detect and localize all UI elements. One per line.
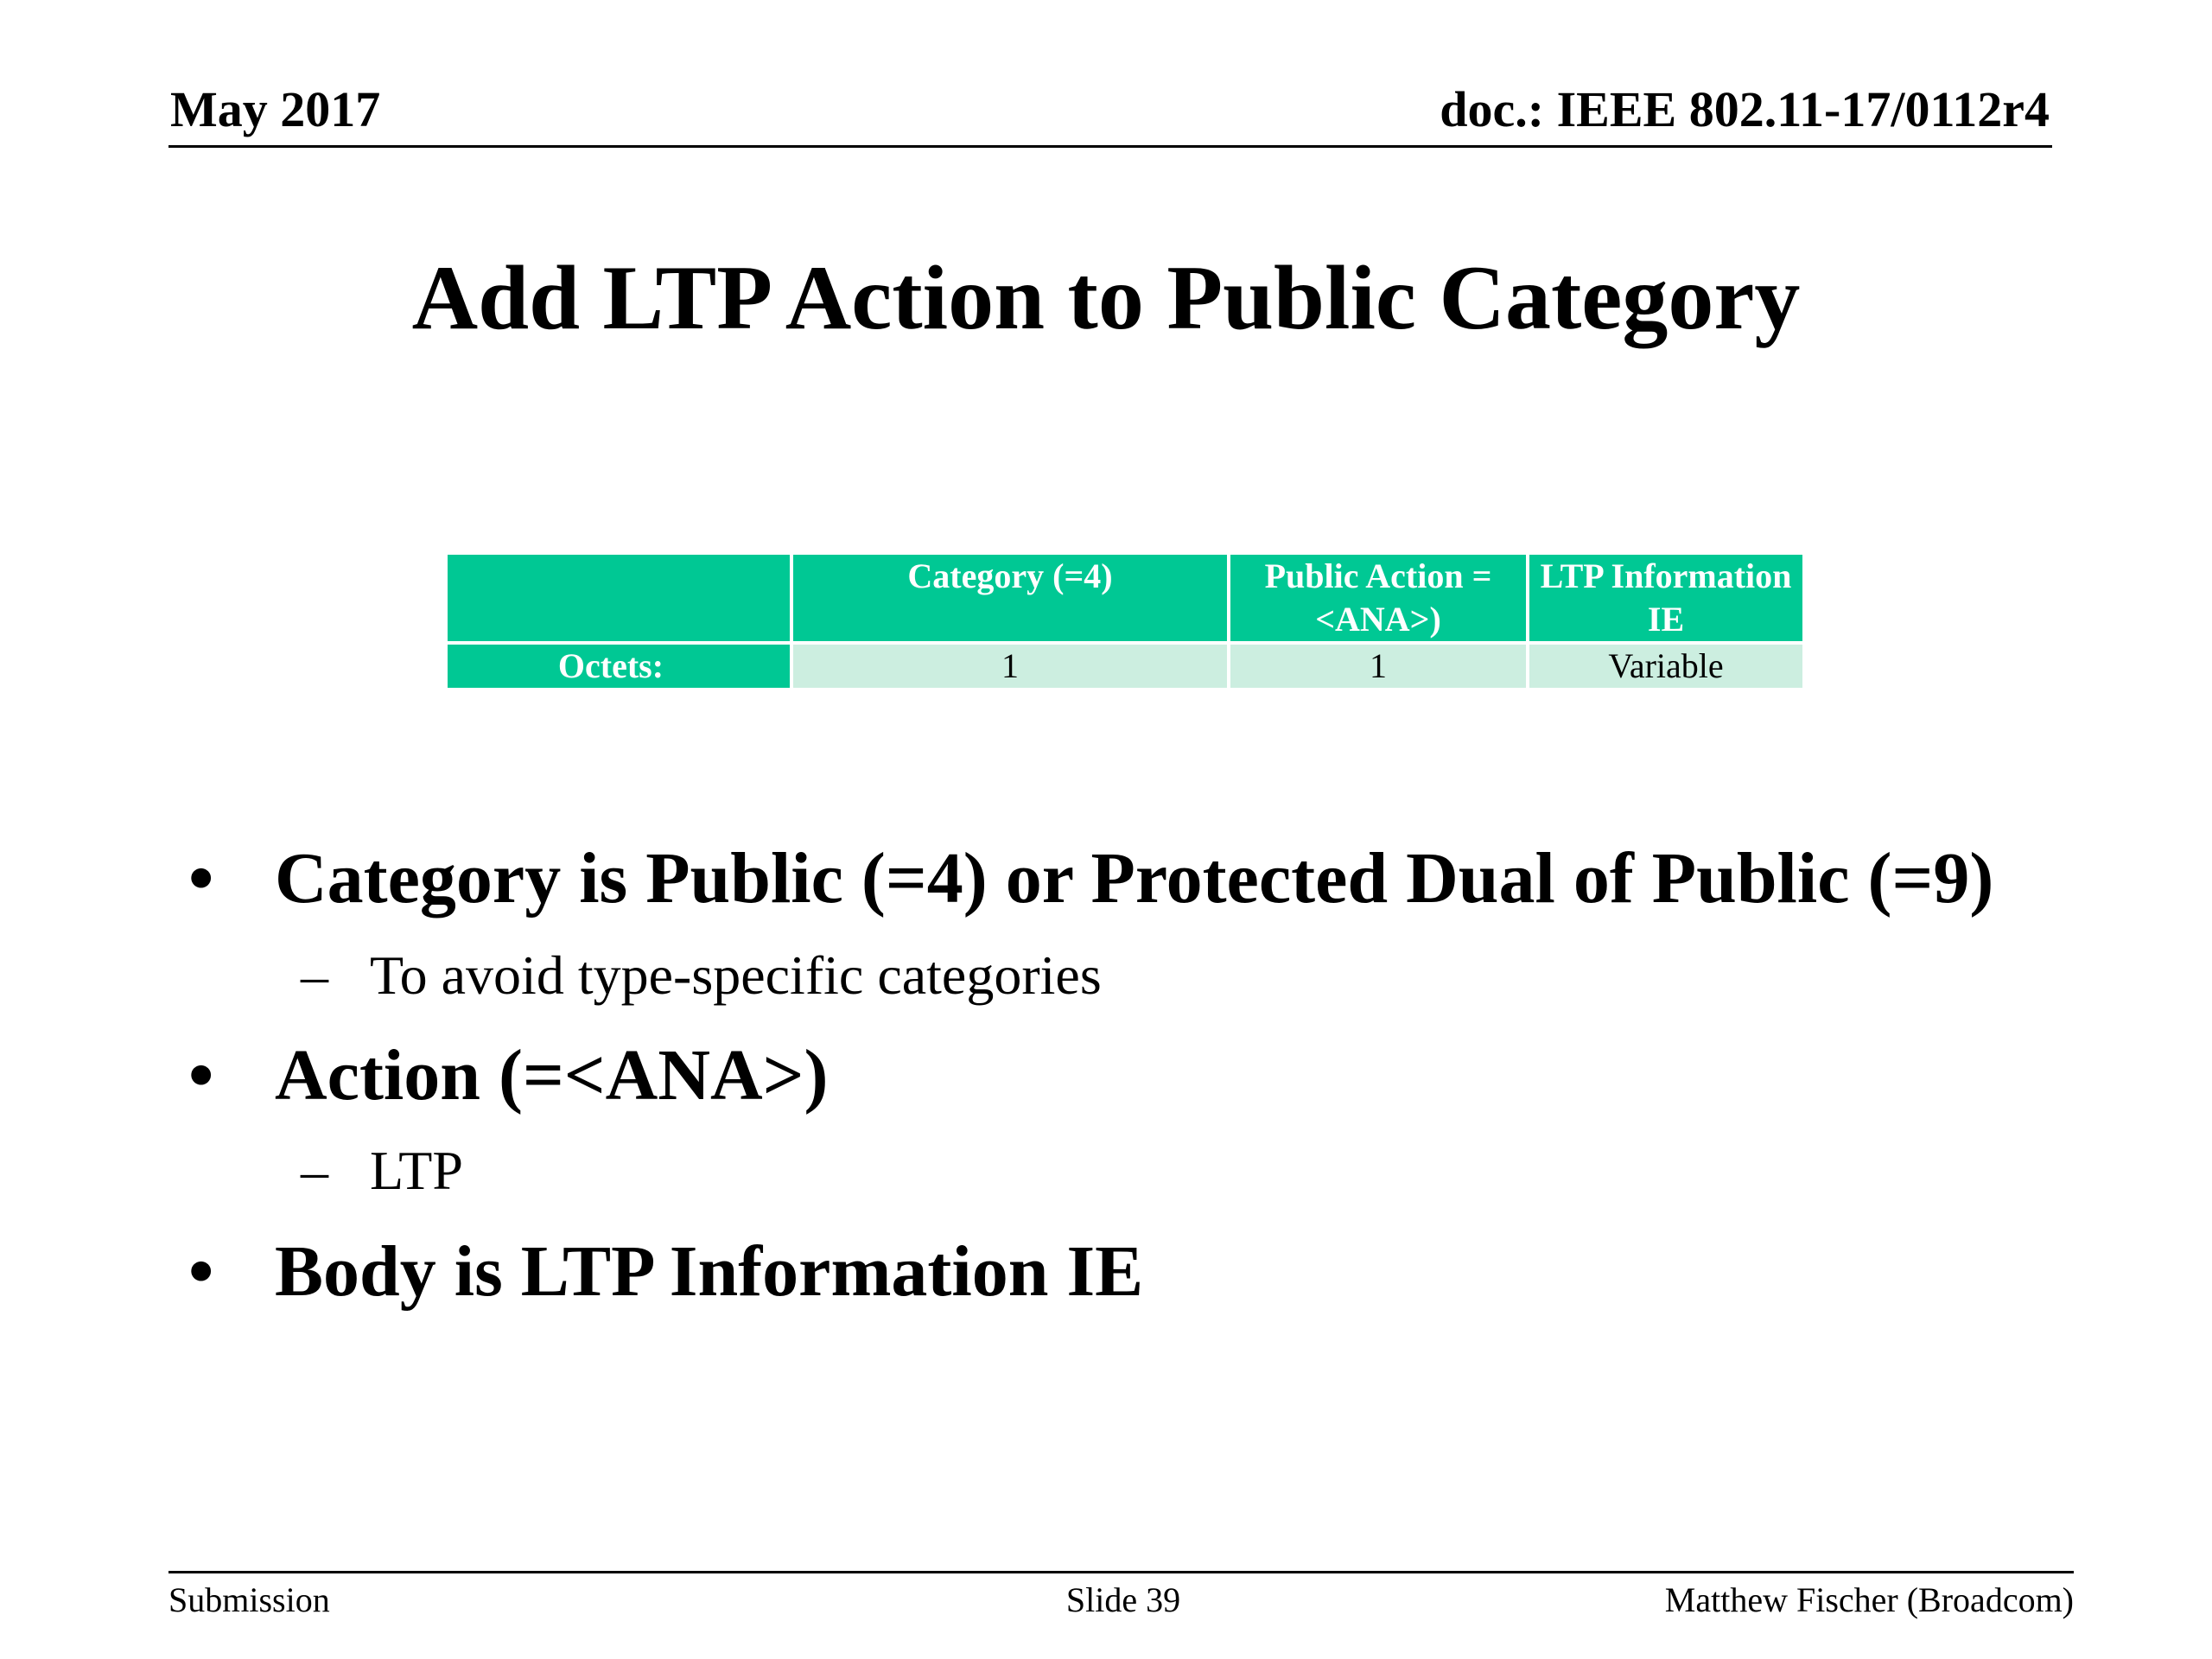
table-header-cell: Public Action = <ANA>) <box>1229 553 1528 643</box>
bullet-text: Body is LTP Information IE <box>275 1231 1144 1312</box>
sub-bullet-text: LTP <box>370 1140 463 1201</box>
table-header-cell <box>446 553 791 643</box>
footer-submission: Submission <box>168 1580 330 1619</box>
header-date: May 2017 <box>170 81 381 137</box>
table-cell: Variable <box>1528 643 1804 690</box>
table-header-cell: Category (=4) <box>791 553 1229 643</box>
table-row <box>446 643 1804 690</box>
sub-bullet-marker: – <box>301 1140 328 1201</box>
bullet-text: Category is Public (=4) or Protected Dual of Public (=9) <box>275 838 1994 918</box>
table-header-cell: LTP Information IE <box>1528 553 1804 643</box>
table-cell: 1 <box>1229 643 1528 690</box>
table-header-row <box>446 553 1804 643</box>
header-rule <box>168 145 2052 148</box>
footer-slide-number: Slide 39 <box>1065 1580 1181 1619</box>
bullet-marker: • <box>188 1035 214 1116</box>
slide-title: Add LTP Action to Public Category <box>411 247 1801 348</box>
footer-rule <box>168 1571 2074 1573</box>
octets-label-cell: Octets: <box>446 643 791 690</box>
sub-bullet-marker: – <box>301 944 328 1006</box>
footer-author: Matthew Fischer (Broadcom) <box>1664 1580 2074 1619</box>
bullet-marker: • <box>188 838 214 918</box>
frame-format-table <box>444 551 1806 691</box>
table-cell: 1 <box>791 643 1229 690</box>
bullet-marker: • <box>188 1231 214 1312</box>
header-doc-id: doc.: IEEE 802.11-17/0112r4 <box>1440 81 2050 137</box>
bullet-text: Action (=<ANA>) <box>275 1035 829 1116</box>
sub-bullet-text: To avoid type-specific categories <box>370 944 1102 1006</box>
